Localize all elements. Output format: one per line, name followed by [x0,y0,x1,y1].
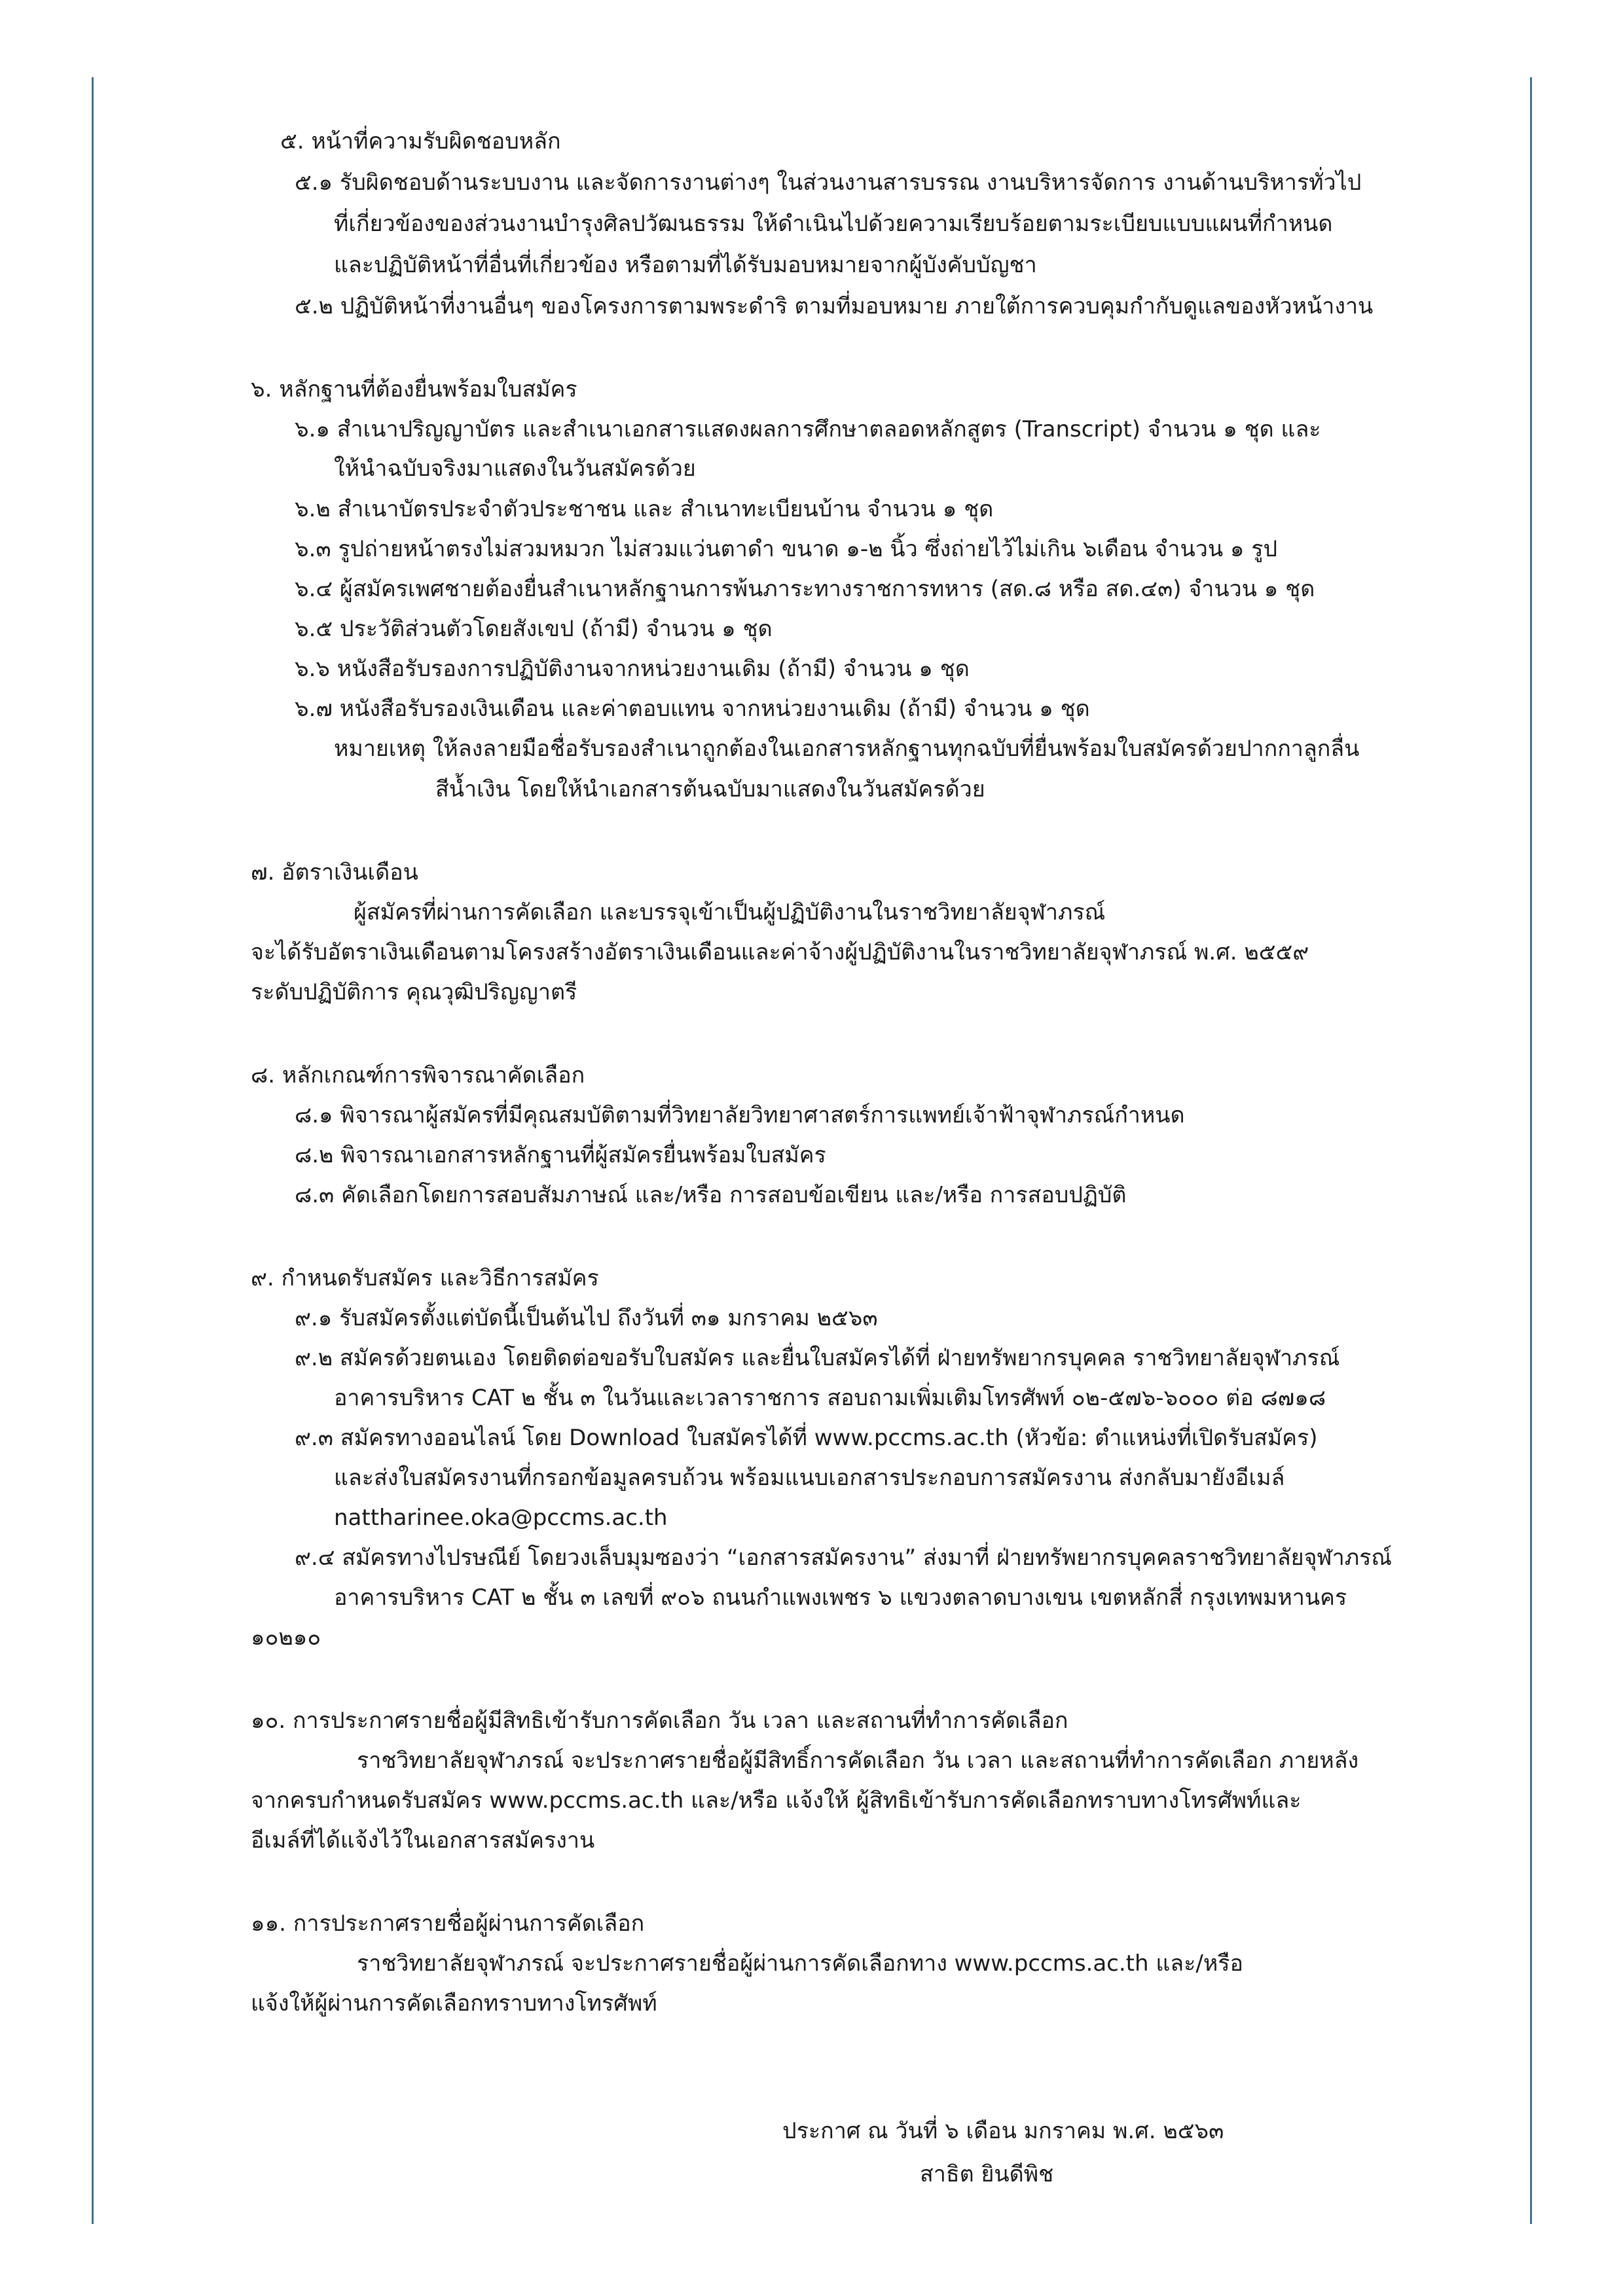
section-9-item-4-cont: อาคารบริหาร CAT ๒ ชั้น ๓ เลขที่ ๙๐๖ ถนนกำแพงเพชร ๖ แขวงตลาดบางเขน เขตหลักสี่ กรุงเทพมหานคร [334,1585,1347,1611]
section-6-note: หมายเหตุ ให้ลงลายมือชื่อรับรองสำเนาถูกต้องในเอกสารหลักฐานทุกฉบับที่ยื่นพร้อมใบสมัครด้วยปากกาลูกลื่น [334,736,1360,762]
section-10-para-cont: จากครบกำหนดรับสมัคร www.pccms.ac.th และ/หรือ แจ้งให้ ผู้สิทธิเข้ารับการคัดเลือกทราบทางโทรศัพท์และ [251,1787,1302,1814]
section-6-heading: ๖. หลักฐานที่ต้องยื่นพร้อมใบสมัคร [251,376,577,403]
section-11-para-cont: แจ้งให้ผู้ผ่านการคัดเลือกทราบทางโทรศัพท์ [251,1990,657,2017]
section-6-item-6: ๖.๖ หนังสือรับรองการปฏิบัติงานจากหน่วยงานเดิม (ถ้ามี) จำนวน ๑ ชุด [295,656,970,682]
section-6-item-5: ๖.๕ ประวัติส่วนตัวโดยสังเขป (ถ้ามี) จำนวน ๑ ชุด [295,616,773,642]
section-9-item-3: ๙.๓ สมัครทางออนไลน์ โดย Download ใบสมัครได้ที่ www.pccms.ac.th (หัวข้อ: ตำแหน่งที่เปิดรับสมัคร) [295,1425,1318,1451]
section-9-heading: ๙. กำหนดรับสมัคร และวิธีการสมัคร [251,1265,599,1291]
section-8-item-2: ๘.๒ พิจารณาเอกสารหลักฐานที่ผู้สมัครยื่นพร้อมใบสมัคร [295,1142,826,1168]
email-address: nattharinee.oka@pccms.ac.th [334,1505,668,1531]
section-6-item-1: ๖.๑ สำเนาปริญญาบัตร และสำเนาเอกสารแสดงผลการศึกษาตลอดหลักสูตร (Transcript) จำนวน ๑ ชุด และ [295,416,1321,442]
section-11-para: ราชวิทยาลัยจุฬาภรณ์ จะประกาศรายชื่อผู้ผ่านการคัดเลือกทาง www.pccms.ac.th และ/หรือ [357,1950,1243,1977]
section-9-postcode: ๑๐๒๑๐ [251,1624,321,1651]
section-9-item-3-cont: และส่งใบสมัครงานที่กรอกข้อมูลครบถ้วน พร้อมแนบเอกสารประกอบการสมัครงาน ส่งกลับมายังอีเมล์ [334,1465,1285,1491]
section-6-item-2: ๖.๒ สำเนาบัตรประจำตัวประชาชน และ สำเนาทะเบียนบ้าน จำนวน ๑ ชุด [295,496,994,522]
section-7-heading: ๗. อัตราเงินเดือน [251,859,418,886]
section-11-heading: ๑๑. การประกาศรายชื่อผู้ผ่านการคัดเลือก [251,1910,645,1937]
section-6-note-cont: สีน้ำเงิน โดยให้นำเอกสารต้นฉบับมาแสดงในวันสมัครด้วย [435,776,985,802]
signer-name: สาธิต ยินดีพิช [920,2161,1054,2187]
section-10-para: ราชวิทยาลัยจุฬาภรณ์ จะประกาศรายชื่อผู้มีสิทธิ์การคัดเลือก วัน เวลา และสถานที่ทำการคัดเลือก ภายหลัง [357,1748,1359,1774]
section-6-item-3: ๖.๓ รูปถ่ายหน้าตรงไม่สวมหมวก ไม่สวมแว่นตาดำ ขนาด ๑-๒ นิ้ว ซึ่งถ่ายไว้ไม่เกิน ๖เดือน จำนวน ๑ รูป [295,536,1278,562]
section-5-item-1-cont: และปฏิบัติหน้าที่อื่นที่เกี่ยวข้อง หรือตามที่ได้รับมอบหมายจากผู้บังคับบัญชา [334,252,1037,278]
announcement-date: ประกาศ ณ วันที่ ๖ เดือน มกราคม พ.ศ. ๒๕๖๓ [782,2118,1224,2144]
section-6-item-1-cont: ให้นำฉบับจริงมาแสดงในวันสมัครด้วย [334,456,696,482]
section-6-item-7: ๖.๗ หนังสือรับรองเงินเดือน และค่าตอบแทน จากหน่วยงานเดิม (ถ้ามี) จำนวน ๑ ชุด [295,696,1090,722]
section-8-item-3: ๘.๓ คัดเลือกโดยการสอบสัมภาษณ์ และ/หรือ การสอบข้อเขียน และ/หรือ การสอบปฏิบัติ [295,1182,1127,1208]
section-9-item-4: ๙.๔ สมัครทางไปรษณีย์ โดยวงเล็บมุมซองว่า “เอกสารสมัครงาน” ส่งมาที่ ฝ่ายทรัพยากรบุคคลราชวิทยาลัยจุฬาภรณ์ [295,1545,1392,1571]
section-9-item-2: ๙.๒ สมัครด้วยตนเอง โดยติดต่อขอรับใบสมัคร และยื่นใบสมัครได้ที่ ฝ่ายทรัพยากรบุคคล ราชวิทยาลัยจุฬาภรณ์ [295,1345,1340,1371]
section-9-item-1: ๙.๑ รับสมัครตั้งแต่บัดนี้เป็นต้นไป ถึงวันที่ ๓๑ มกราคม ๒๕๖๓ [295,1305,878,1331]
section-10-para-cont: อีเมล์ที่ได้แจ้งไว้ในเอกสารสมัครงาน [251,1827,595,1854]
section-7-para-cont: จะได้รับอัตราเงินเดือนตามโครงสร้างอัตราเงินเดือนและค่าจ้างผู้ปฏิบัติงานในราชวิทยาลัยจุฬาภรณ์ พ.ศ. ๒๕๕๙ [251,939,1309,965]
section-5-item-2: ๕.๒ ปฏิบัติหน้าที่งานอื่นๆ ของโครงการตามพระดำริ ตามที่มอบหมาย ภายใต้การควบคุมกำกับดูแลของหัวหน้างาน [295,293,1374,319]
section-8-heading: ๘. หลักเกณฑ์การพิจารณาคัดเลือก [251,1062,585,1088]
section-5-item-1: ๕.๑ รับผิดชอบด้านระบบงาน และจัดการงานต่างๆ ในส่วนงานสารบรรณ งานบริหารจัดการ งานด้านบริหารทั่วไป [295,170,1362,196]
section-7-para: ผู้สมัครที่ผ่านการคัดเลือก และบรรจุเข้าเป็นผู้ปฏิบัติงานในราชวิทยาลัยจุฬาภรณ์ [354,899,1106,925]
section-5-heading: ๕. หน้าที่ความรับผิดชอบหลัก [280,128,561,154]
section-6-item-4: ๖.๔ ผู้สมัครเพศชายต้องยื่นสำเนาหลักฐานการพ้นภาระทางราชการทหาร (สด.๘ หรือ สด.๔๓) จำนวน ๑ ชุด [295,576,1315,602]
section-9-item-2-cont: อาคารบริหาร CAT ๒ ชั้น ๓ ในวันและเวลาราชการ สอบถามเพิ่มเติมโทรศัพท์ ๐๒-๕๗๖-๖๐๐๐ ต่อ ๘๗๑๘ [334,1385,1326,1411]
section-8-item-1: ๘.๑ พิจารณาผู้สมัครที่มีคุณสมบัติตามที่วิทยาลัยวิทยาศาสตร์การแพทย์เจ้าฟ้าจุฬาภรณ์กำหนด [295,1102,1185,1128]
section-5-item-1-cont: ที่เกี่ยวข้องของส่วนงานบำรุงศิลปวัฒนธรรม ให้ดำเนินไปด้วยความเรียบร้อยตามระเบียบแบบแผนที่กำหนด [334,211,1333,237]
section-10-heading: ๑๐. การประกาศรายชื่อผู้มีสิทธิเข้ารับการคัดเลือก วัน เวลา และสถานที่ทำการคัดเลือก [251,1708,1068,1734]
section-7-para-cont: ระดับปฏิบัติการ คุณวุฒิปริญญาตรี [251,979,577,1005]
